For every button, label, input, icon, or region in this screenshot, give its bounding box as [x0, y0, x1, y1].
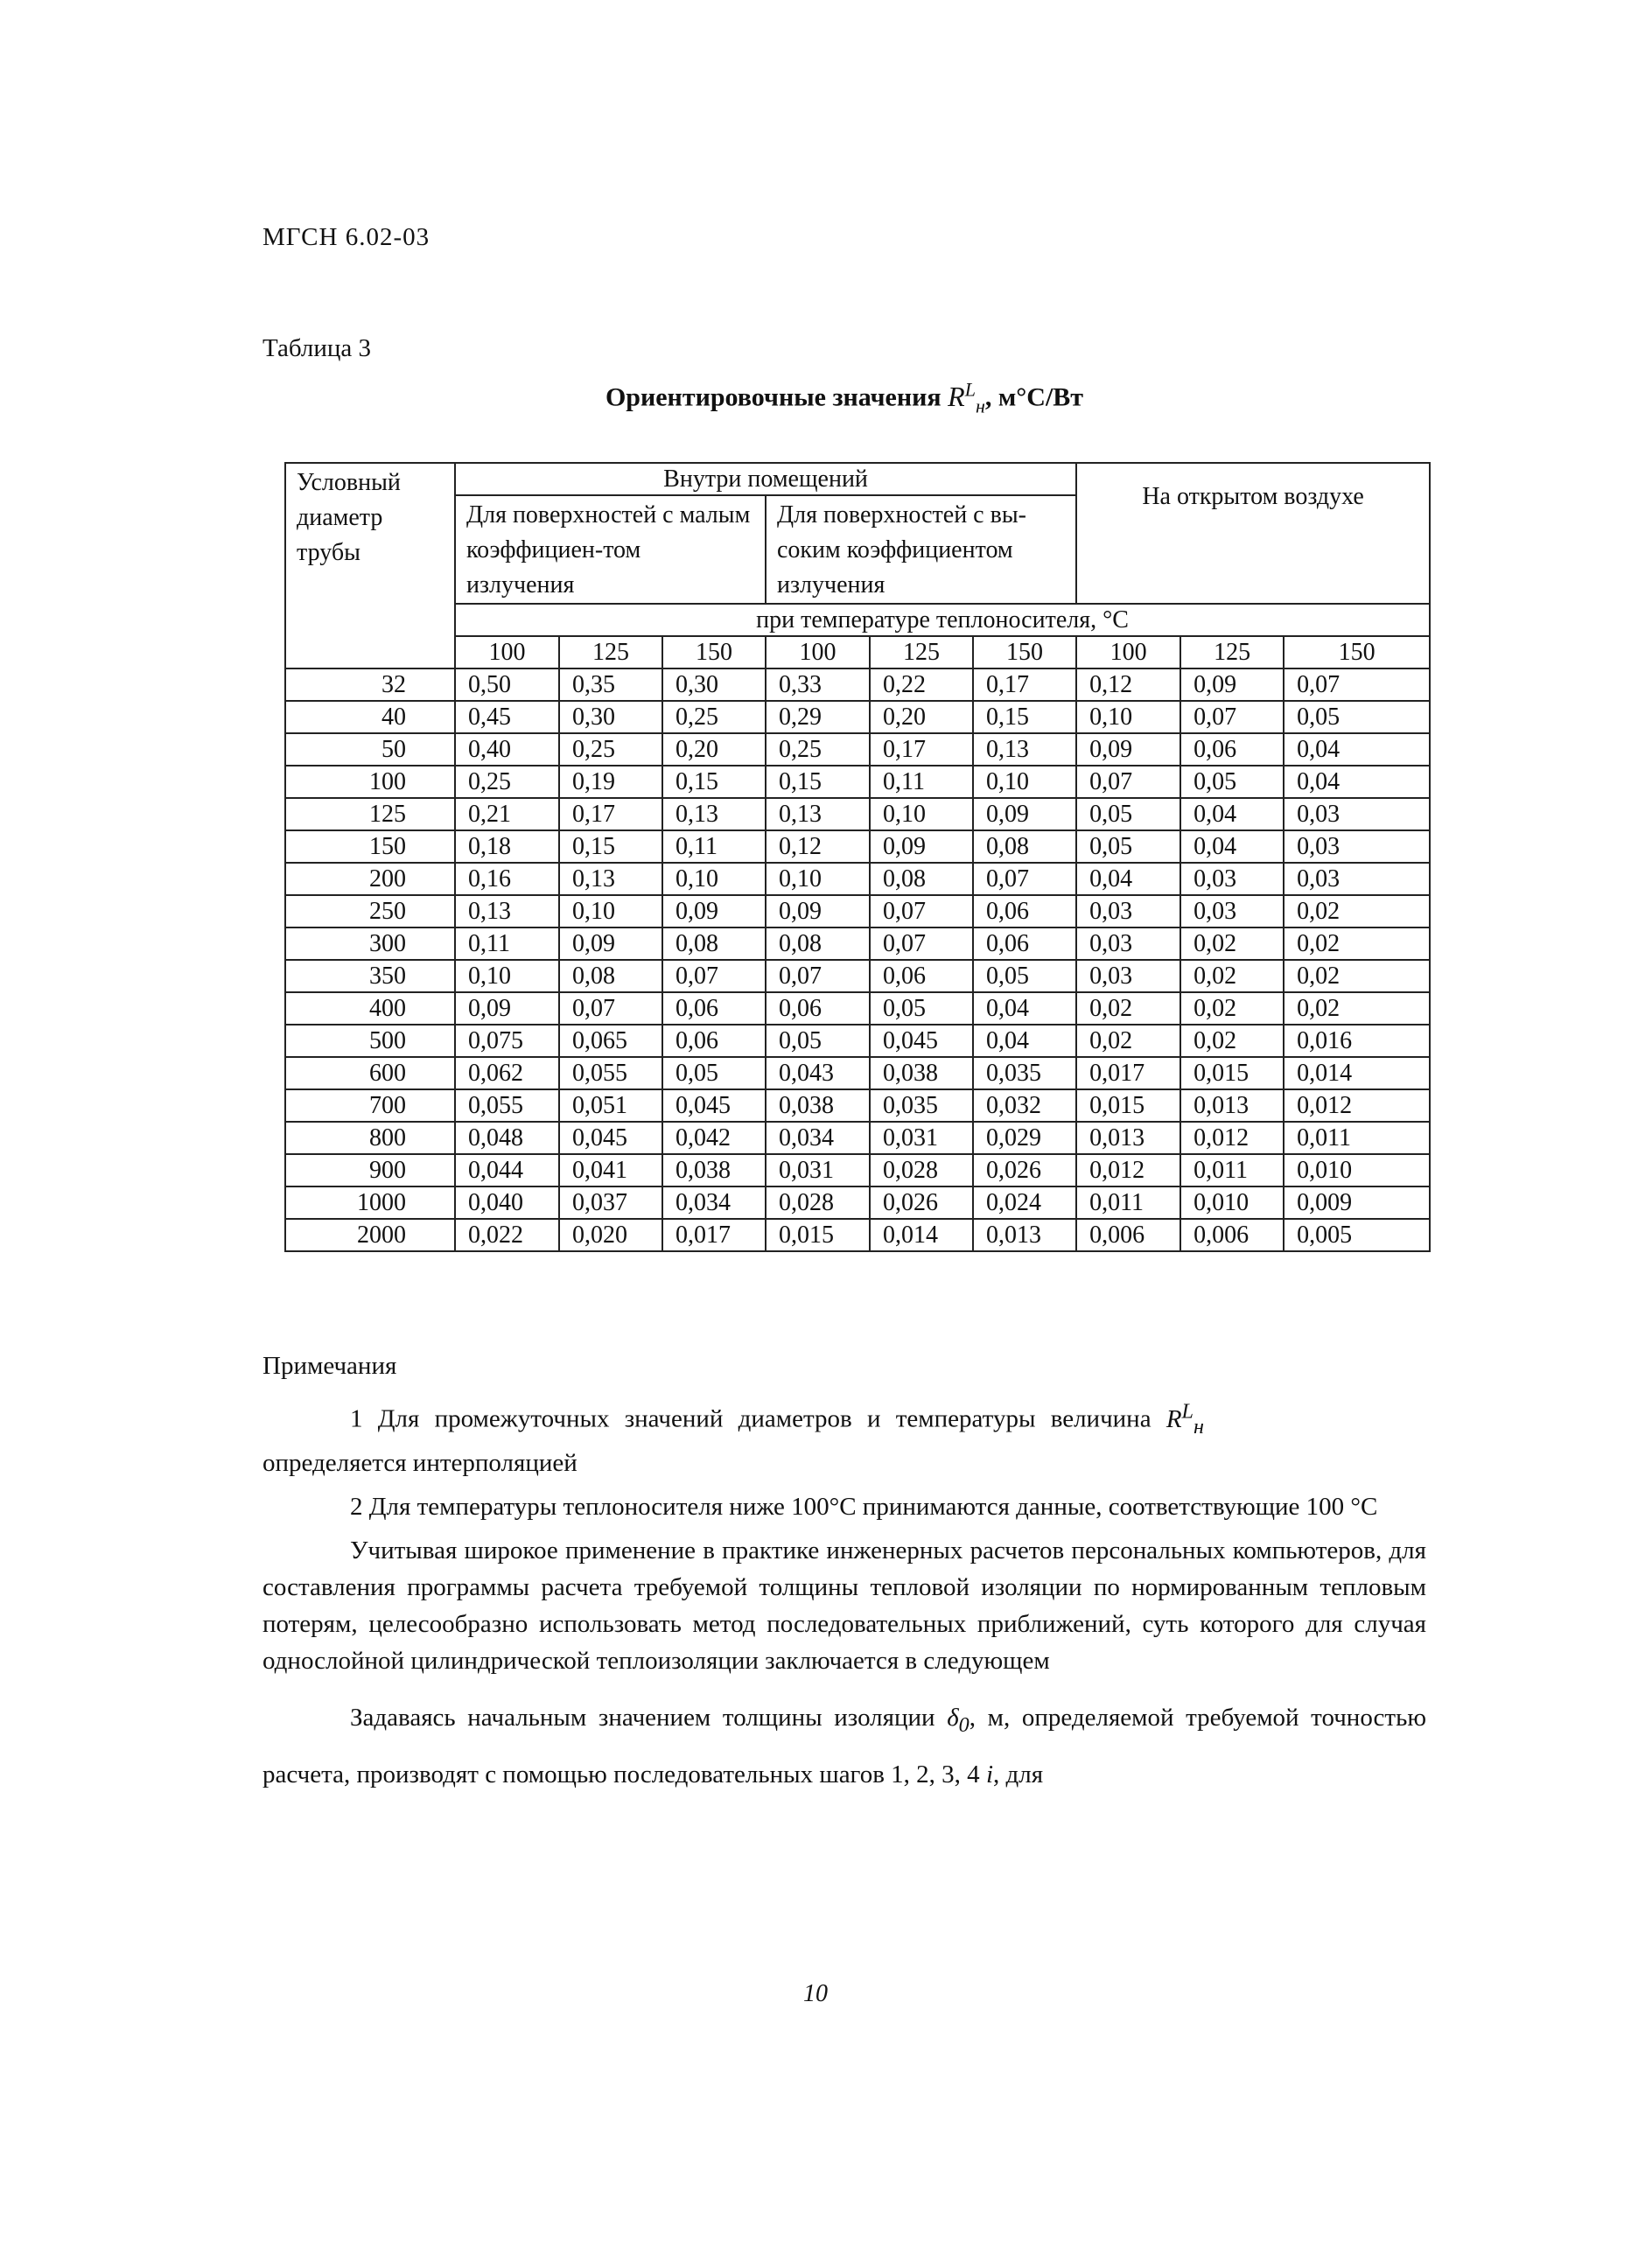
table-row [285, 1154, 1430, 1186]
value-cell: 0,04 [1284, 766, 1430, 798]
value-cell: 0,30 [559, 701, 662, 733]
value-cell: 0,016 [1284, 1025, 1430, 1057]
value-cell: 0,011 [1180, 1154, 1284, 1186]
temperature-cell: 100 [1076, 636, 1180, 668]
value-cell: 0,07 [1076, 766, 1180, 798]
value-cell: 0,02 [1180, 992, 1284, 1025]
value-cell: 0,04 [1180, 798, 1284, 830]
value-cell: 0,29 [766, 701, 870, 733]
value-cell: 0,08 [973, 830, 1076, 863]
notes-block [262, 1348, 1426, 1799]
diameter-cell: 400 [285, 992, 455, 1025]
value-cell: 0,20 [870, 701, 973, 733]
value-cell: 0,09 [455, 992, 559, 1025]
value-cell: 0,015 [1180, 1057, 1284, 1089]
value-cell: 0,15 [766, 766, 870, 798]
page-number: 10 [803, 1980, 828, 2007]
value-cell: 0,038 [662, 1154, 766, 1186]
table-row [285, 766, 1430, 798]
diameter-cell: 32 [285, 668, 455, 701]
diameter-cell: 100 [285, 766, 455, 798]
table-caption: Таблица 3 [262, 334, 372, 362]
value-cell: 0,04 [973, 1025, 1076, 1057]
value-cell: 0,25 [662, 701, 766, 733]
table-row [285, 798, 1430, 830]
value-cell: 0,13 [766, 798, 870, 830]
value-cell: 0,03 [1180, 895, 1284, 928]
value-cell: 0,022 [455, 1219, 559, 1251]
value-cell: 0,043 [766, 1057, 870, 1089]
value-cell: 0,07 [766, 960, 870, 992]
table-row [285, 895, 1430, 928]
value-cell: 0,10 [559, 895, 662, 928]
value-cell: 0,02 [1076, 1025, 1180, 1057]
value-cell: 0,09 [559, 928, 662, 960]
value-cell: 0,017 [662, 1219, 766, 1251]
value-cell: 0,04 [1284, 733, 1430, 766]
value-cell: 0,06 [766, 992, 870, 1025]
delta-symbol: $\delta_0$ [947, 1704, 970, 1738]
value-cell: 0,035 [973, 1057, 1076, 1089]
value-cell: 0,037 [559, 1186, 662, 1219]
value-cell: 0,07 [662, 960, 766, 992]
value-cell: 0,03 [1284, 798, 1430, 830]
value-cell: 0,06 [870, 960, 973, 992]
value-cell: 0,22 [870, 668, 973, 701]
value-cell: 0,03 [1284, 863, 1430, 895]
value-cell: 0,038 [766, 1089, 870, 1122]
diameter-cell: 250 [285, 895, 455, 928]
iteration-paragraph: Задаваясь начальным значением толщины изоляции $\delta_0$, м, определяемой требуемой точностью расчета, производят с помощью последовательных шагов 1, 2, 3, 4 i, для [262, 1704, 1426, 1789]
resistance-table [284, 462, 1431, 1252]
value-cell: 0,05 [766, 1025, 870, 1057]
document-header: МГСН 6.02-03 [262, 223, 430, 251]
diameter-cell: 900 [285, 1154, 455, 1186]
table-row [285, 863, 1430, 895]
value-cell: 0,11 [662, 830, 766, 863]
diameter-cell: 600 [285, 1057, 455, 1089]
temperature-cell: 125 [870, 636, 973, 668]
value-cell: 0,10 [973, 766, 1076, 798]
value-cell: 0,02 [1284, 960, 1430, 992]
value-cell: 0,024 [973, 1186, 1076, 1219]
resistance-symbol: $R^L_н$ [948, 378, 985, 417]
value-cell: 0,014 [1284, 1057, 1430, 1089]
table-row [285, 1057, 1430, 1089]
value-cell: 0,045 [870, 1025, 973, 1057]
value-cell: 0,03 [1076, 928, 1180, 960]
value-cell: 0,026 [973, 1154, 1076, 1186]
table-title-text: Ориентировочные значения [605, 382, 942, 412]
value-cell: 0,041 [559, 1154, 662, 1186]
value-cell: 0,045 [662, 1089, 766, 1122]
value-cell: 0,08 [559, 960, 662, 992]
value-cell: 0,09 [870, 830, 973, 863]
value-cell: 0,35 [559, 668, 662, 701]
temperature-cell: 150 [1284, 636, 1430, 668]
value-cell: 0,08 [662, 928, 766, 960]
value-cell: 0,17 [870, 733, 973, 766]
value-cell: 0,013 [1180, 1089, 1284, 1122]
note1-symbol: $R^L_н$ [1166, 1399, 1204, 1438]
value-cell: 0,010 [1284, 1154, 1430, 1186]
diameter-cell: 200 [285, 863, 455, 895]
table-row [285, 668, 1430, 701]
value-cell: 0,048 [455, 1122, 559, 1154]
table-row [285, 1025, 1430, 1057]
diameter-cell: 150 [285, 830, 455, 863]
value-cell: 0,010 [1180, 1186, 1284, 1219]
value-cell: 0,09 [973, 798, 1076, 830]
value-cell: 0,07 [870, 928, 973, 960]
value-cell: 0,08 [766, 928, 870, 960]
value-cell: 0,05 [662, 1057, 766, 1089]
group-low-emissivity-header: Для поверхностей с малым коэффициен-том излучения [455, 495, 766, 604]
value-cell: 0,040 [455, 1186, 559, 1219]
value-cell: 0,40 [455, 733, 559, 766]
value-cell: 0,06 [973, 928, 1076, 960]
table-row [285, 928, 1430, 960]
value-cell: 0,075 [455, 1025, 559, 1057]
table-row [285, 1219, 1430, 1251]
value-cell: 0,15 [973, 701, 1076, 733]
diameter-cell: 1000 [285, 1186, 455, 1219]
value-cell: 0,04 [1180, 830, 1284, 863]
value-cell: 0,055 [455, 1089, 559, 1122]
col-diameter-header: Условный диаметр трубы [285, 463, 455, 668]
table-row [285, 701, 1430, 733]
value-cell: 0,07 [870, 895, 973, 928]
value-cell: 0,07 [1180, 701, 1284, 733]
value-cell: 0,13 [662, 798, 766, 830]
note-2: 2 Для температуры теплоносителя ниже 100°С принимаются данные, соответствующие 100 °С [350, 1493, 1378, 1522]
value-cell: 0,045 [559, 1122, 662, 1154]
group-outdoor-header: На открытом воздухе [1076, 463, 1430, 604]
temperature-cell: 100 [455, 636, 559, 668]
value-cell: 0,02 [1284, 895, 1430, 928]
value-cell: 0,20 [662, 733, 766, 766]
value-cell: 0,014 [870, 1219, 973, 1251]
value-cell: 0,032 [973, 1089, 1076, 1122]
value-cell: 0,10 [1076, 701, 1180, 733]
temperature-header: при температуре теплоносителя, °С [455, 604, 1430, 636]
table-title-unit: , м°С/Вт [984, 382, 1084, 412]
value-cell: 0,05 [870, 992, 973, 1025]
value-cell: 0,09 [766, 895, 870, 928]
diameter-cell: 700 [285, 1089, 455, 1122]
value-cell: 0,25 [766, 733, 870, 766]
value-cell: 0,10 [662, 863, 766, 895]
diameter-cell: 40 [285, 701, 455, 733]
group-high-emissivity-header: Для поверхностей с вы-соким коэффициентом излучения [766, 495, 1076, 604]
value-cell: 0,05 [1180, 766, 1284, 798]
value-cell: 0,03 [1284, 830, 1430, 863]
value-cell: 0,13 [559, 863, 662, 895]
value-cell: 0,07 [559, 992, 662, 1025]
temperature-row [285, 636, 1430, 668]
diameter-cell: 300 [285, 928, 455, 960]
value-cell: 0,011 [1284, 1122, 1430, 1154]
temperature-cell: 125 [559, 636, 662, 668]
value-cell: 0,09 [662, 895, 766, 928]
value-cell: 0,051 [559, 1089, 662, 1122]
value-cell: 0,12 [1076, 668, 1180, 701]
value-cell: 0,009 [1284, 1186, 1430, 1219]
table-row [285, 733, 1430, 766]
value-cell: 0,10 [870, 798, 973, 830]
value-cell: 0,006 [1076, 1219, 1180, 1251]
temperature-cell: 150 [662, 636, 766, 668]
value-cell: 0,09 [1180, 668, 1284, 701]
value-cell: 0,02 [1180, 1025, 1284, 1057]
table-row [285, 830, 1430, 863]
value-cell: 0,06 [662, 1025, 766, 1057]
diameter-cell: 800 [285, 1122, 455, 1154]
value-cell: 0,07 [1284, 668, 1430, 701]
group-indoor-header: Внутри помещений [455, 463, 1076, 495]
value-cell: 0,12 [766, 830, 870, 863]
value-cell: 0,031 [766, 1154, 870, 1186]
value-cell: 0,13 [455, 895, 559, 928]
value-cell: 0,028 [870, 1154, 973, 1186]
value-cell: 0,02 [1284, 928, 1430, 960]
value-cell: 0,17 [559, 798, 662, 830]
value-cell: 0,15 [559, 830, 662, 863]
diameter-cell: 2000 [285, 1219, 455, 1251]
table-row [285, 960, 1430, 992]
diameter-cell: 50 [285, 733, 455, 766]
value-cell: 0,04 [1076, 863, 1180, 895]
value-cell: 0,02 [1284, 992, 1430, 1025]
value-cell: 0,012 [1284, 1089, 1430, 1122]
value-cell: 0,042 [662, 1122, 766, 1154]
value-cell: 0,062 [455, 1057, 559, 1089]
value-cell: 0,031 [870, 1122, 973, 1154]
diameter-cell: 350 [285, 960, 455, 992]
temperature-cell: 125 [1180, 636, 1284, 668]
diameter-cell: 125 [285, 798, 455, 830]
value-cell: 0,02 [1076, 992, 1180, 1025]
table-row [285, 1186, 1430, 1219]
value-cell: 0,03 [1076, 895, 1180, 928]
value-cell: 0,07 [973, 863, 1076, 895]
value-cell: 0,038 [870, 1057, 973, 1089]
note-1: 1 Для промежуточных значений диаметров и температуры величина $R^L_н$ [350, 1399, 1204, 1438]
table-row [285, 1122, 1430, 1154]
value-cell: 0,03 [1180, 863, 1284, 895]
value-cell: 0,035 [870, 1089, 973, 1122]
value-cell: 0,50 [455, 668, 559, 701]
value-cell: 0,19 [559, 766, 662, 798]
value-cell: 0,45 [455, 701, 559, 733]
value-cell: 0,012 [1076, 1154, 1180, 1186]
value-cell: 0,18 [455, 830, 559, 863]
table-row [285, 1089, 1430, 1122]
value-cell: 0,09 [1076, 733, 1180, 766]
value-cell: 0,034 [766, 1122, 870, 1154]
value-cell: 0,055 [559, 1057, 662, 1089]
value-cell: 0,11 [870, 766, 973, 798]
value-cell: 0,015 [766, 1219, 870, 1251]
value-cell: 0,012 [1180, 1122, 1284, 1154]
value-cell: 0,065 [559, 1025, 662, 1057]
value-cell: 0,06 [662, 992, 766, 1025]
value-cell: 0,04 [973, 992, 1076, 1025]
table-row [285, 992, 1430, 1025]
temperature-cell: 100 [766, 636, 870, 668]
value-cell: 0,044 [455, 1154, 559, 1186]
value-cell: 0,02 [1180, 960, 1284, 992]
value-cell: 0,026 [870, 1186, 973, 1219]
value-cell: 0,06 [973, 895, 1076, 928]
value-cell: 0,13 [973, 733, 1076, 766]
value-cell: 0,02 [1180, 928, 1284, 960]
value-cell: 0,30 [662, 668, 766, 701]
value-cell: 0,029 [973, 1122, 1076, 1154]
value-cell: 0,10 [766, 863, 870, 895]
value-cell: 0,006 [1180, 1219, 1284, 1251]
value-cell: 0,013 [973, 1219, 1076, 1251]
value-cell: 0,21 [455, 798, 559, 830]
value-cell: 0,16 [455, 863, 559, 895]
value-cell: 0,020 [559, 1219, 662, 1251]
table-title [262, 378, 1426, 417]
value-cell: 0,33 [766, 668, 870, 701]
method-paragraph: Учитывая широкое применение в практике инженерных расчетов персональных компьютеров, для составления программы расчета требуемой толщины тепловой изоляции по нормированным тепловым потерям, целесообразно использовать метод последовательных приближений, суть которого для случая однослойной цилиндрической теплоизоляции заключается в следующем [262, 1536, 1426, 1676]
value-cell: 0,015 [1076, 1089, 1180, 1122]
value-cell: 0,06 [1180, 733, 1284, 766]
value-cell: 0,03 [1076, 960, 1180, 992]
temperature-cell: 150 [973, 636, 1076, 668]
value-cell: 0,10 [455, 960, 559, 992]
notes-heading: Примечания [262, 1352, 397, 1380]
value-cell: 0,05 [973, 960, 1076, 992]
value-cell: 0,08 [870, 863, 973, 895]
value-cell: 0,05 [1076, 830, 1180, 863]
diameter-cell: 500 [285, 1025, 455, 1057]
value-cell: 0,005 [1284, 1219, 1430, 1251]
note-1-continuation: определяется интерполяцией [262, 1449, 578, 1478]
value-cell: 0,011 [1076, 1186, 1180, 1219]
value-cell: 0,25 [559, 733, 662, 766]
value-cell: 0,013 [1076, 1122, 1180, 1154]
value-cell: 0,05 [1076, 798, 1180, 830]
value-cell: 0,17 [973, 668, 1076, 701]
value-cell: 0,017 [1076, 1057, 1180, 1089]
value-cell: 0,11 [455, 928, 559, 960]
value-cell: 0,034 [662, 1186, 766, 1219]
value-cell: 0,15 [662, 766, 766, 798]
value-cell: 0,05 [1284, 701, 1430, 733]
value-cell: 0,25 [455, 766, 559, 798]
value-cell: 0,028 [766, 1186, 870, 1219]
